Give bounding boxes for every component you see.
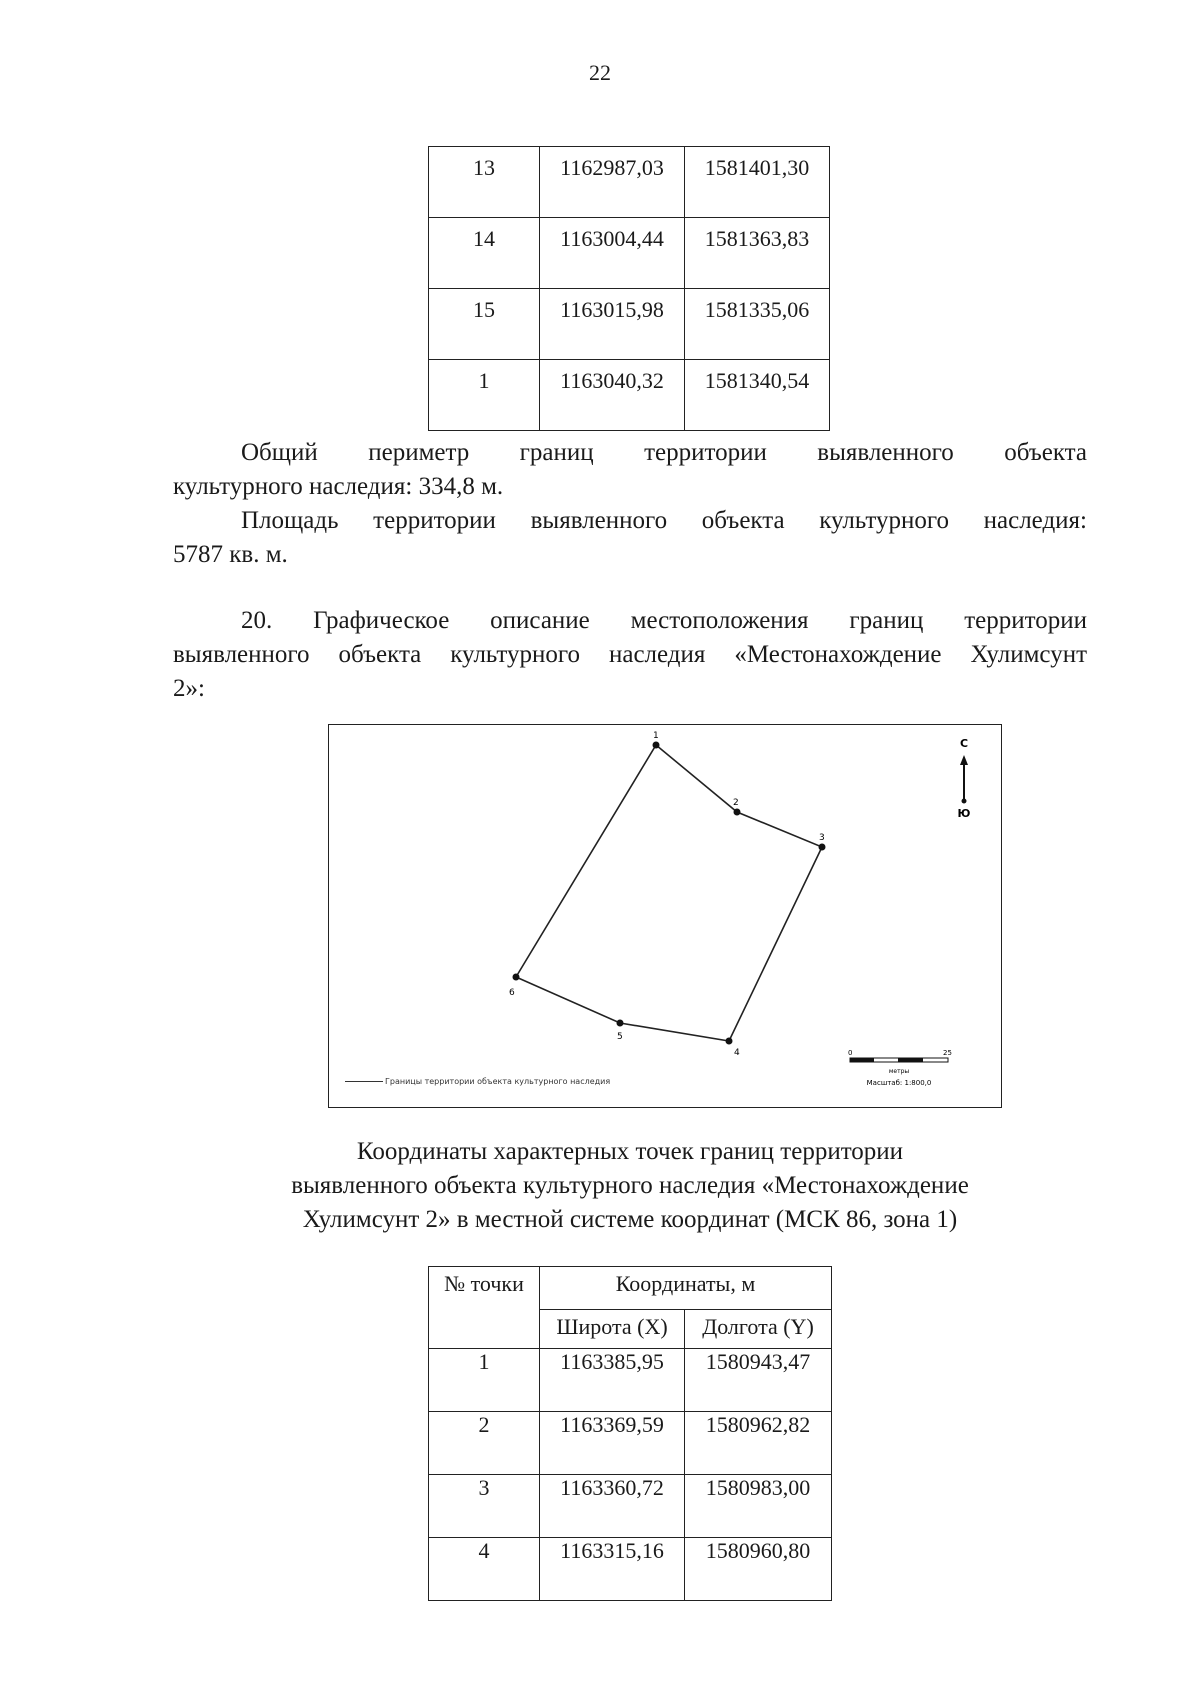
perimeter-line-2: культурного наследия: 334,8 м. bbox=[173, 473, 504, 500]
boundary-polygon bbox=[516, 745, 822, 1041]
point-label: 4 bbox=[734, 1048, 740, 1058]
table-row bbox=[429, 1538, 832, 1601]
point-cell: 13 bbox=[429, 147, 540, 218]
scale-end-label: 25 bbox=[943, 1049, 952, 1057]
x-cell: 1163315,16 bbox=[540, 1538, 685, 1601]
map-point-3 bbox=[819, 833, 826, 851]
section-20-line-2: выявленного объекта культурного наследия «Местонахождение Хулимсунт bbox=[173, 641, 1087, 668]
point-label: 3 bbox=[819, 833, 825, 843]
y-cell: 1581401,30 bbox=[685, 147, 830, 218]
y-cell: 1581363,83 bbox=[685, 218, 830, 289]
point-cell: 14 bbox=[429, 218, 540, 289]
y-cell: 1581335,06 bbox=[685, 289, 830, 360]
y-cell: 1581340,54 bbox=[685, 360, 830, 431]
section-20-paragraph bbox=[173, 604, 1087, 706]
table-row bbox=[429, 1475, 832, 1538]
x-cell: 1163004,44 bbox=[540, 218, 685, 289]
point-cell: 1 bbox=[429, 360, 540, 431]
scale-start-label: 0 bbox=[848, 1049, 853, 1057]
caption-line-3: Хулимсунт 2» в местной системе координат (МСК 86, зона 1) bbox=[302, 1206, 958, 1233]
section-20-line-3: 2»: bbox=[173, 675, 205, 702]
north-arrow-icon bbox=[958, 737, 971, 820]
table-row bbox=[429, 1349, 832, 1412]
legend-line-icon bbox=[345, 1081, 383, 1082]
y-cell: 1580943,47 bbox=[685, 1349, 832, 1412]
area-paragraph bbox=[173, 504, 1087, 572]
perimeter-line-1: Общий периметр границ территории выявленного объекта bbox=[241, 439, 1087, 466]
x-cell: 1163015,98 bbox=[540, 289, 685, 360]
header-x: Широта (X) bbox=[540, 1310, 685, 1349]
table-header-row bbox=[429, 1267, 832, 1310]
map-point-5 bbox=[617, 1020, 624, 1043]
point-cell: 3 bbox=[429, 1475, 540, 1538]
south-label: Ю bbox=[957, 807, 971, 820]
section-20-line-1: 20. Графическое описание местоположения границ территории bbox=[241, 607, 1087, 634]
x-cell: 1162987,03 bbox=[540, 147, 685, 218]
point-label: 6 bbox=[509, 988, 515, 998]
point-label: 5 bbox=[617, 1032, 623, 1042]
boundary-map bbox=[328, 724, 1002, 1108]
map-point-2 bbox=[733, 798, 741, 816]
top-coordinates-table bbox=[428, 146, 830, 431]
legend-text: Границы территории объекта культурного наследия bbox=[385, 1077, 611, 1086]
header-y: Долгота (Y) bbox=[685, 1310, 832, 1349]
point-cell: 15 bbox=[429, 289, 540, 360]
map-point-1 bbox=[653, 731, 660, 749]
area-line-1: Площадь территории выявленного объекта культурного наследия: bbox=[241, 507, 1087, 534]
area-line-2: 5787 кв. м. bbox=[173, 541, 288, 568]
caption-line-1: Координаты характерных точек границ территории bbox=[356, 1138, 904, 1165]
map-drawing bbox=[329, 725, 1003, 1109]
caption-line-2: выявленного объекта культурного наследия «Местонахождение bbox=[291, 1172, 969, 1199]
x-cell: 1163385,95 bbox=[540, 1349, 685, 1412]
header-coordinates: Координаты, м bbox=[540, 1267, 832, 1310]
point-cell: 1 bbox=[429, 1349, 540, 1412]
y-cell: 1580960,80 bbox=[685, 1538, 832, 1601]
y-cell: 1580983,00 bbox=[685, 1475, 832, 1538]
point-label: 2 bbox=[733, 798, 739, 808]
scale-units-label: метры bbox=[888, 1068, 910, 1075]
perimeter-paragraph bbox=[173, 436, 1087, 504]
table-row bbox=[429, 147, 830, 218]
point-cell: 2 bbox=[429, 1412, 540, 1475]
table-row bbox=[429, 289, 830, 360]
north-label: С bbox=[959, 737, 969, 750]
header-point: № точки bbox=[429, 1267, 540, 1349]
table-row bbox=[429, 218, 830, 289]
x-cell: 1163369,59 bbox=[540, 1412, 685, 1475]
page-number: 22 bbox=[589, 60, 611, 85]
table-row bbox=[429, 1412, 832, 1475]
point-label: 1 bbox=[653, 731, 659, 741]
map-point-4 bbox=[726, 1038, 741, 1059]
y-cell: 1580962,82 bbox=[685, 1412, 832, 1475]
scale-bar bbox=[848, 1049, 952, 1087]
x-cell: 1163040,32 bbox=[540, 360, 685, 431]
map-legend bbox=[345, 1077, 610, 1086]
point-cell: 4 bbox=[429, 1538, 540, 1601]
map-point-6 bbox=[509, 974, 520, 999]
table-row bbox=[429, 360, 830, 431]
bottom-coordinates-table bbox=[428, 1266, 832, 1601]
scale-ratio-label: Масштаб: 1:800,0 bbox=[866, 1079, 932, 1087]
x-cell: 1163360,72 bbox=[540, 1475, 685, 1538]
coordinates-caption bbox=[173, 1135, 1087, 1237]
